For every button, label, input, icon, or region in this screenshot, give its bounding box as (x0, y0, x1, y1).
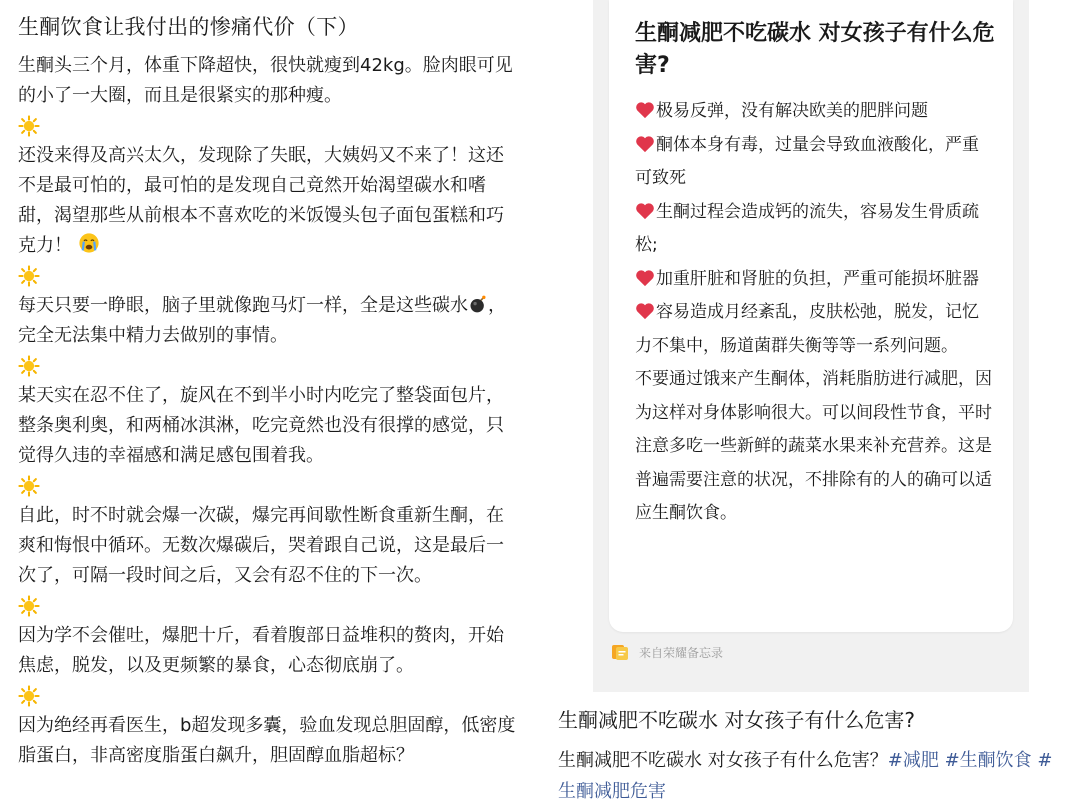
heart-icon (635, 202, 655, 220)
sun-icon (18, 115, 40, 137)
harm-item: 生酮过程会造成钙的流失，容易发生骨质疏松; (635, 201, 979, 255)
post-body (18, 51, 518, 771)
harm-item: 容易造成月经紊乱，皮肤松弛，脱发，记忆力不集中，肠道菌群失衡等等一系列问题。 (635, 302, 979, 356)
post-paragraph-2: 还没来得及高兴太久，发现除了失眠，大姨妈又不来了！这还不是最可怕的，最可怕的是发现自己竟然开始渴望碳水和嗜甜，渴望那些从前根本不喜欢吃的米饭馒头包子面包蛋糕和巧克力！ (18, 145, 504, 256)
post-paragraph-3: 每天只要一睁眼，脑子里就像跑马灯一样，全是这些碳水 ，完全无法集中精力去做别的事情。 (18, 295, 506, 346)
sun-icon (18, 265, 40, 287)
harm-item: 加重肝脏和肾脏的负担，严重可能损坏脏器 (635, 263, 995, 297)
embedded-memo-screenshot (593, 0, 1029, 692)
memo-source: 来自荣耀备忘录 (611, 643, 723, 663)
post-paragraph-4: 某天实在忍不住了，旋风在不到半小时内吃完了整袋面包片，整条奥利奥，和两桶冰淇淋，吃完竟然也没有很撑的感觉，只觉得久违的幸福感和满足感包围着我。 (18, 385, 504, 466)
memo-card (609, 0, 1013, 632)
crying-face-icon (78, 232, 100, 254)
post-title: 生酮饮食让我付出的惨痛代价（下） (18, 15, 359, 39)
sun-divider (18, 471, 518, 501)
sun-divider (18, 591, 518, 621)
note-description (558, 745, 1068, 807)
advice-text: 不要通过饿来产生酮体，消耗脂肪进行减肥，因为这样对身体影响很大。可以间段性节食，平时注意多吃一些新鲜的蔬菜水果来补充营养。这是普遍需要注意的状况，不排除有的人的确可以适应生酮饮食。 (635, 369, 992, 523)
heart-icon (635, 135, 655, 153)
note-title: 生酮减肥不吃碳水 对女孩子有什么危害? (558, 708, 915, 732)
hashtag-link[interactable]: #减肥 (887, 750, 939, 771)
note-desc-text: 生酮减肥不吃碳水 对女孩子有什么危害？ (558, 750, 888, 771)
hashtag-link[interactable]: #生酮饮食 (944, 750, 1032, 771)
post-paragraph-5: 自此，时不时就会爆一次碳，爆完再间歇性断食重新生酮，在爽和悔恨中循环。无数次爆碳后，哭着跟自己说，这是最后一次了，可隔一段时间之后，又会有忍不住的下一次。 (18, 505, 504, 586)
heart-icon (635, 269, 655, 287)
sun-divider (18, 681, 518, 711)
memo-app-icon (611, 643, 629, 661)
sun-icon (18, 475, 40, 497)
sun-divider (18, 351, 518, 381)
harm-item: 酮体本身有毒，过量会导致血液酸化，严重可致死 (635, 134, 979, 188)
post-paragraph-7: 因为绝经再看医生，b超发现多囊，验血发现总胆固醇，低密度脂蛋白，非高密度脂蛋白飙升，胆固醇血脂超标？ (18, 715, 516, 766)
sun-icon (18, 595, 40, 617)
memo-body (635, 95, 995, 531)
memo-title: 生酮减肥不吃碳水 对女孩子有什么危害? (635, 21, 995, 78)
heart-icon (635, 101, 655, 119)
sun-divider (18, 261, 518, 291)
sun-icon (18, 355, 40, 377)
bomb-icon (468, 294, 488, 314)
sun-icon (18, 685, 40, 707)
post-paragraph-1: 生酮头三个月，体重下降超快，很快就瘦到42kg。脸肉眼可见的小了一大圈，而且是很紧实的那种瘦。 (18, 55, 513, 106)
hashtag-link[interactable]: #生酮减肥危害 (558, 750, 1053, 802)
post-paragraph-6: 因为学不会催吐，爆肥十斤，看着腹部日益堆积的赘肉，开始焦虑，脱发，以及更频繁的暴食，心态彻底崩了。 (18, 625, 504, 676)
harm-item: 极易反弹，没有解决欧美的肥胖问题 (635, 95, 995, 129)
sun-divider (18, 111, 518, 141)
heart-icon (635, 302, 655, 320)
